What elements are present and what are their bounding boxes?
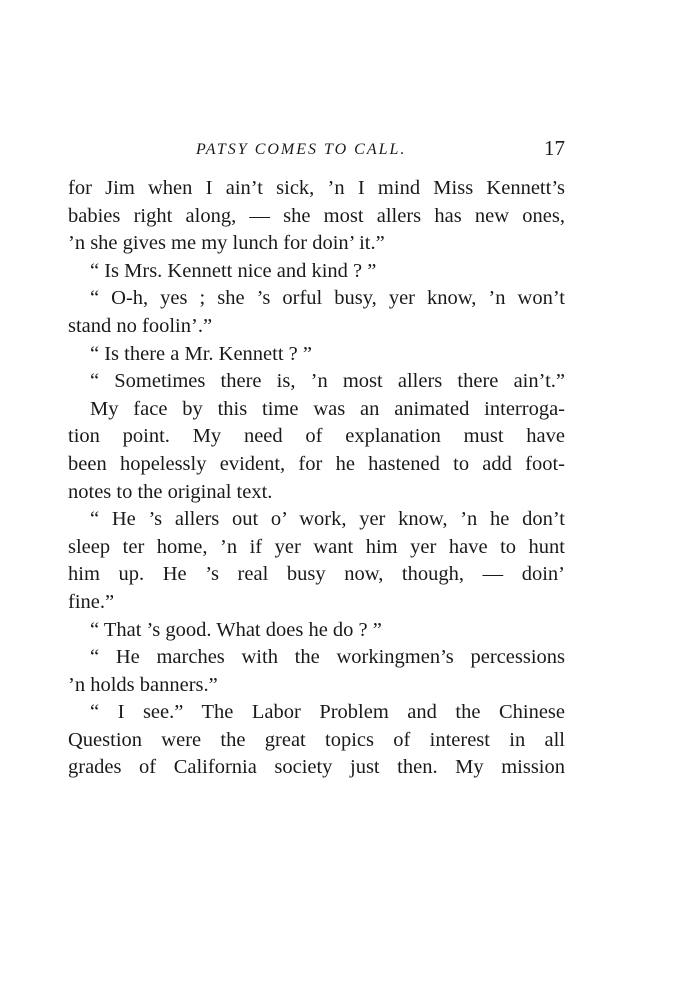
text-line: ’n holds banners.” [68, 673, 218, 696]
text-line: Question were the great topics of interest in all [68, 728, 565, 751]
text-line: “ He ’s allers out o’ work, yer know, ’n he don’t [90, 508, 565, 531]
page-number: 17 [544, 136, 565, 160]
text-line: “ Sometimes there is, ’n most allers there ain’t.” [90, 370, 565, 393]
text-line: fine.” [68, 590, 115, 613]
text-line: “ I see.” The Labor Problem and the Chinese [90, 701, 565, 724]
text-line: been hopelessly evident, for he hastened to add foot- [68, 452, 565, 475]
text-line: sleep ter home, ’n if yer want him yer have to hunt [68, 535, 565, 558]
text-line: for Jim when I ain’t sick, ’n I mind Miss Kennett’s [68, 177, 565, 199]
text-line: “ Is Mrs. Kennett nice and kind ? ” [90, 259, 377, 282]
running-title: PATSY COMES TO CALL. [196, 141, 407, 158]
text-line: “ He marches with the workingmen’s percessions [90, 646, 565, 669]
text-line: My face by this time was an animated interroga- [90, 397, 565, 420]
text-line: him up. He ’s real busy now, though, — doin’ [68, 563, 565, 586]
text-line: notes to the original text. [68, 480, 273, 503]
book-page [68, 0, 565, 1000]
running-head [68, 137, 565, 167]
text-line: ’n she gives me my lunch for doin’ it.” [68, 232, 385, 255]
text-line: “ Is there a Mr. Kennett ? ” [90, 342, 312, 365]
text-line: “ That ’s good. What does he do ? ” [90, 618, 382, 641]
text-line: “ O-h, yes ; she ’s orful busy, yer know, ’n won’t [90, 287, 565, 310]
text-line: stand no foolin’.” [68, 314, 213, 337]
text-line: grades of California society just then. My mission [68, 756, 565, 779]
text-line: babies right along, — she most allers has new ones, [68, 204, 565, 227]
body-text [68, 175, 565, 782]
text-line: tion point. My need of explanation must have [68, 425, 565, 448]
